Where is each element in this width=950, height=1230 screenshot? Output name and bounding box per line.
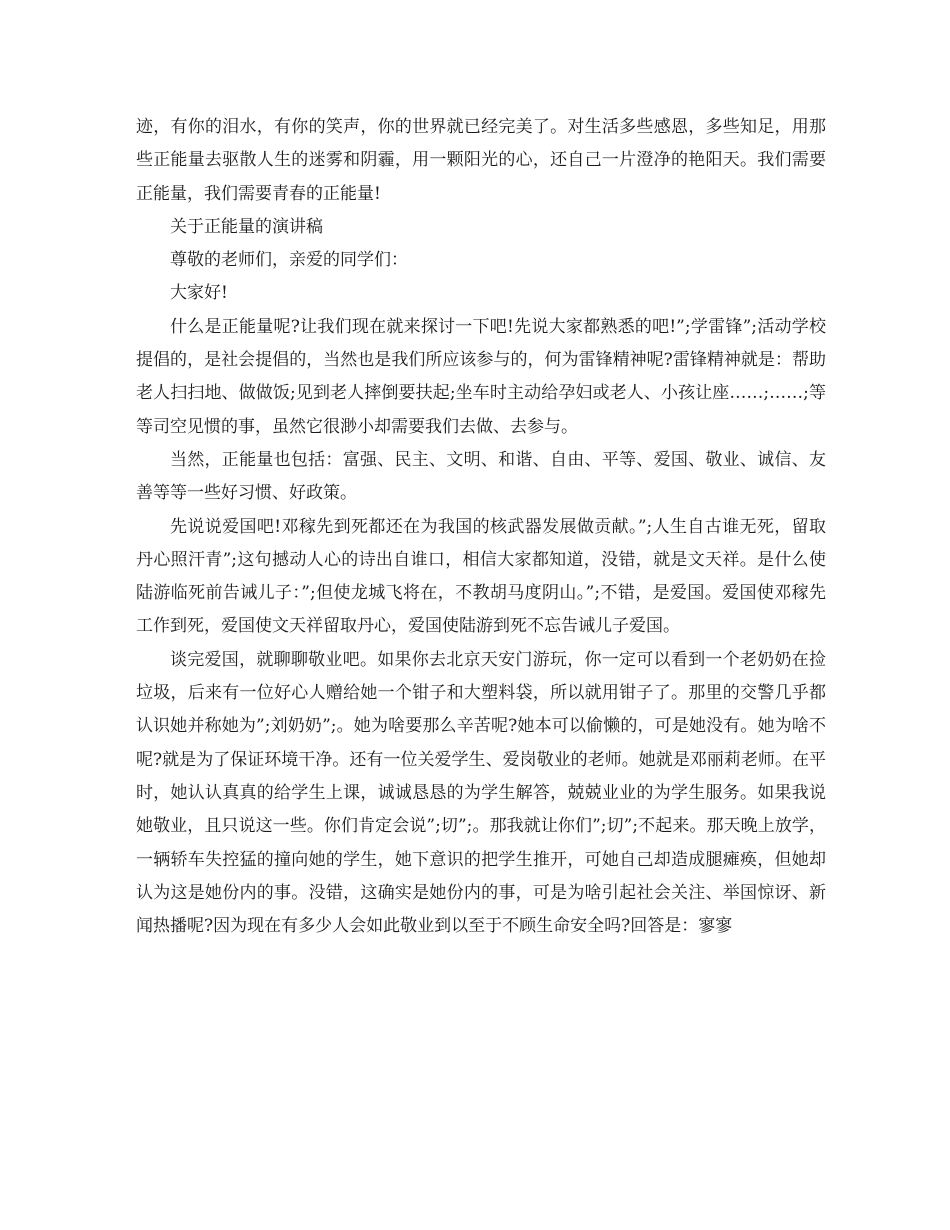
paragraph-patriotism: 先说说爱国吧!邓稼先到死都还在为我国的核武器发展做贡献。”;人生自古谁无死，留取丹心照汗青”;这句撼动人心的诗出自谁口，相信大家都知道，没错，就是文天祥。是什么使陆游临死前告诫儿子：”;但使龙城飞将在，不教胡马度阴山。”;不错，是爱国。爱国使邓稼先工作到死，爱国使文天祥留取丹心，爱国使陆游到死不忘告诫儿子爱国。 (136, 516, 826, 637)
greeting: 大家好! (170, 283, 228, 304)
paragraph-dedication: 谈完爱国，就聊聊敬业吧。如果你去北京天安门游玩，你一定可以看到一个老奶奶在捡垃圾，后来有一位好心人赠给她一个钳子和大塑料袋，所以就用钳子了。那里的交警几乎都认识她并称她为”;刘奶奶”;。她为啥要那么辛苦呢?她本可以偷懒的，可是她没有。她为啥不呢?就是为了保证环境干净。还有一位关爱学生、爱岗敬业的老师。她就是邓丽莉老师。在平时，她认认真真的给学生上课，诚诚恳恳的为学生解答，兢兢业业的为学生服务。如果我说她敬业，且只说这一些。你们肯定会说”;切”;。那我就让你们”;切”;不起来。那天晚上放学，一辆轿车失控猛的撞向她的学生，她下意识的把学生推开，可她自己却造成腿瘫痪，但她却认为这是她份内的事。没错，这确实是她份内的事，可是为啥引起社会关注、举国惊讶、新闻热播呢?因为现在有多少人会如此敬业到以至于不顾生命安全吗?回答是：寥寥 (136, 649, 826, 937)
speech-title: 关于正能量的演讲稿 (170, 216, 323, 237)
document-body (136, 111, 826, 943)
paragraph-core-values: 当然，正能量也包括：富强、民主、文明、和谐、自由、平等、爱国、敬业、诚信、友善等等一些好习惯、好政策。 (136, 449, 826, 504)
salutation: 尊敬的老师们，亲爱的同学们： (170, 250, 408, 271)
paragraph-continuation: 迹，有你的泪水，有你的笑声，你的世界就已经完美了。对生活多些感恩，多些知足，用那些正能量去驱散人生的迷雾和阴霾，用一颗阳光的心，还自己一片澄净的艳阳天。我们需要正能量，我们需要青春的正能量! (136, 117, 826, 204)
paragraph-what-is-positive-energy: 什么是正能量呢?让我们现在就来探讨一下吧!先说大家都熟悉的吧!”;学雷锋”;活动学校提倡的，是社会提倡的，当然也是我们所应该参与的，何为雷锋精神呢?雷锋精神就是：帮助老人扫扫地、做做饭;见到老人摔倒要扶起;坐车时主动给孕妇或老人、小孩让座……;……;等等司空见惯的事，虽然它很渺小却需要我们去做、去参与。 (136, 316, 826, 437)
